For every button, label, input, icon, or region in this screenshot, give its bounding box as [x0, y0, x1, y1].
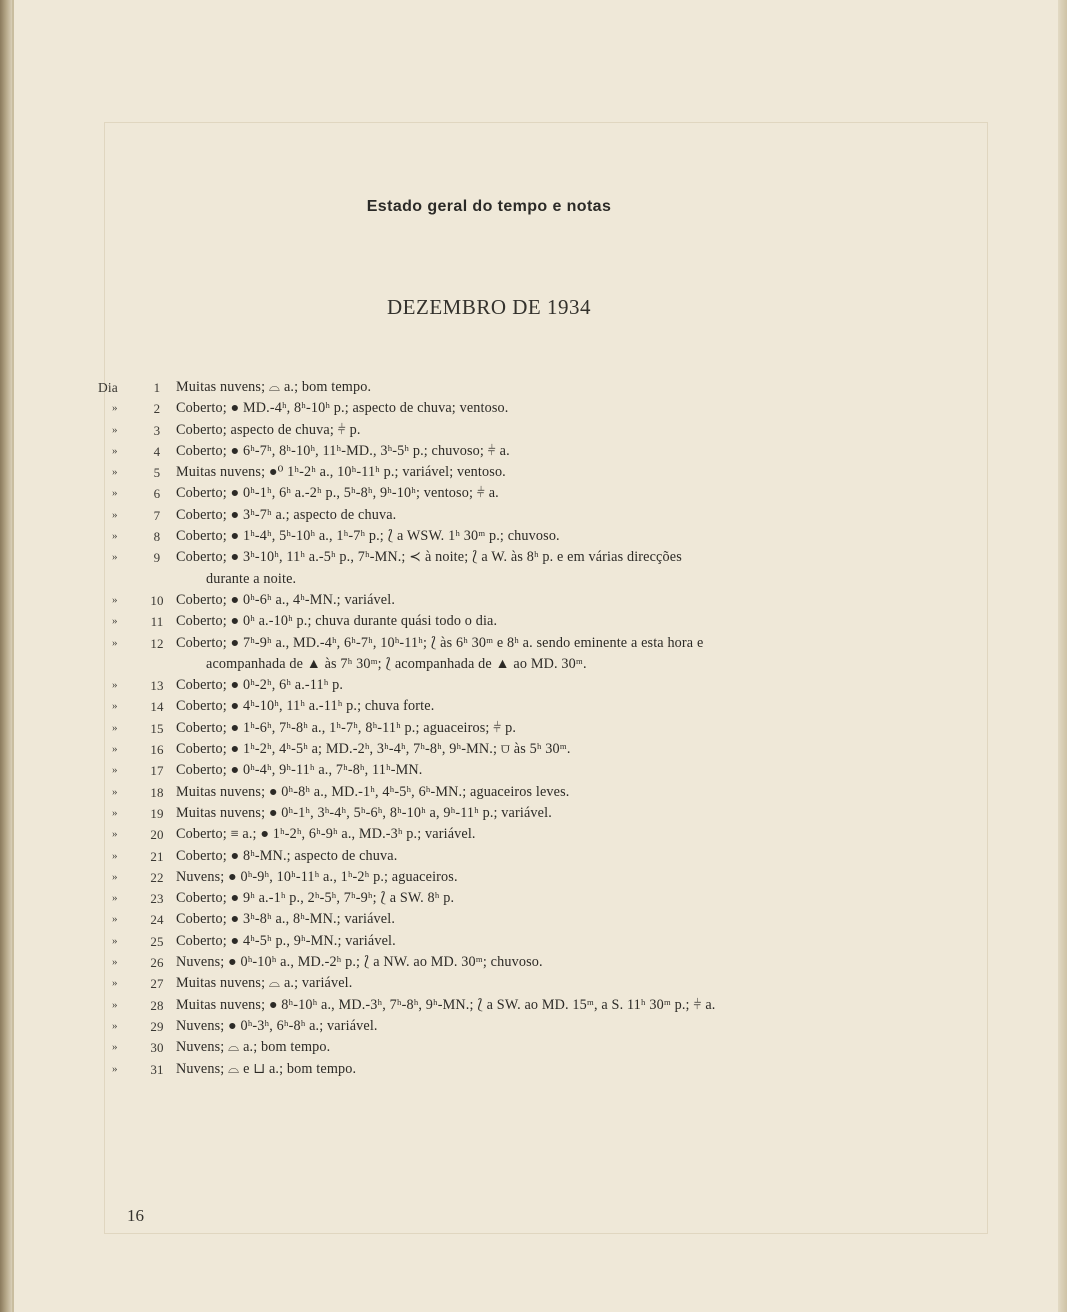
entry-text: Nuvens; ● 0ʰ-3ʰ, 6ʰ-8ʰ a.; variável.	[176, 1017, 378, 1034]
entry-text-block	[176, 973, 888, 994]
weather-entry	[98, 1016, 888, 1037]
day-number: 1	[153, 380, 161, 395]
entry-text: Coberto; ● 8ʰ-MN.; aspecto de chuva.	[176, 847, 398, 864]
weather-entry	[98, 547, 888, 590]
entry-text: Nuvens; ⌓ e ⊔ a.; bom tempo.	[176, 1060, 357, 1077]
weather-entry	[98, 441, 888, 462]
weather-entry	[98, 824, 888, 845]
entry-text: Coberto; ● 3ʰ-8ʰ a., 8ʰ-MN.; variável.	[176, 911, 396, 928]
day-number: 29	[150, 1018, 164, 1034]
ditto-mark: »	[112, 615, 118, 628]
entry-text: Coberto; ● 3ʰ-7ʰ a.; aspecto de chuva.	[176, 506, 397, 523]
entry-text-block	[176, 483, 888, 504]
day-number: 22	[150, 869, 164, 885]
entry-text: Muitas nuvens; ⌓ a.; bom tempo.	[176, 379, 372, 395]
ditto-mark: »	[112, 977, 118, 990]
ditto-mark: »	[112, 402, 118, 415]
ditto-mark: »	[112, 849, 118, 862]
entry-text-block	[176, 675, 888, 696]
weather-entry	[98, 505, 888, 526]
ditto-mark: »	[112, 785, 118, 798]
entry-text: Muitas nuvens; ● 0ʰ-1ʰ, 3ʰ-4ʰ, 5ʰ-6ʰ, 8ʰ-10ʰ a, 9ʰ-11ʰ p.; variável.	[176, 804, 552, 821]
entry-text-block	[176, 505, 888, 526]
weather-entry	[98, 803, 888, 824]
entry-text: Coberto; ● 4ʰ-10ʰ, 11ʰ a.-11ʰ p.; chuva forte.	[176, 698, 435, 715]
entry-text-block	[176, 633, 888, 676]
weather-entry	[98, 1037, 888, 1058]
weather-entry	[98, 931, 888, 952]
day-number: 27	[150, 976, 164, 992]
day-number: 31	[150, 1061, 164, 1077]
entry-text-block	[176, 1037, 888, 1058]
day-number: 24	[150, 912, 164, 928]
entry-text-block	[176, 739, 888, 760]
weather-entry	[98, 995, 888, 1016]
day-number: 15	[150, 720, 164, 736]
entry-text: Coberto; ● 3ʰ-10ʰ, 11ʰ a.-5ʰ p., 7ʰ-MN.; ≺ à noite; ⟅ a W. às 8ʰ p. e em várias direcções	[176, 549, 682, 566]
entry-text: Coberto; ● 0ʰ-2ʰ, 6ʰ a.-11ʰ p.	[176, 677, 344, 694]
weather-entry	[98, 782, 888, 803]
entry-text: Coberto; ● 0ʰ-6ʰ a., 4ʰ-MN.; variável.	[176, 591, 396, 608]
weather-entry	[98, 888, 888, 909]
month-title: DEZEMBRO DE 1934	[387, 295, 591, 319]
entry-text: Coberto; ● 1ʰ-4ʰ, 5ʰ-10ʰ a., 1ʰ-7ʰ p.; ⟅ a WSW. 1ʰ 30ᵐ p.; chuvoso.	[176, 528, 560, 545]
entry-text-block	[176, 398, 888, 419]
day-number: 28	[150, 997, 164, 1013]
weather-entry	[98, 590, 888, 611]
weather-entries-list	[98, 377, 888, 1080]
ditto-mark: »	[112, 721, 118, 734]
weather-entry	[98, 973, 888, 994]
entry-text-block	[176, 782, 888, 803]
ditto-mark: »	[112, 892, 118, 905]
weather-entry	[98, 398, 888, 419]
entry-text-continuation: durante a noite.	[206, 570, 297, 587]
weather-entry	[98, 420, 888, 441]
day-number: 13	[150, 678, 164, 694]
ditto-mark: »	[112, 700, 118, 713]
day-number: 30	[150, 1040, 164, 1056]
ditto-mark: »	[112, 444, 118, 457]
section-heading: Estado geral do tempo e notas	[366, 198, 612, 215]
weather-entry	[98, 718, 888, 739]
entry-text: Coberto; ● 0ʰ-4ʰ, 9ʰ-11ʰ a., 7ʰ-8ʰ, 11ʰ-MN.	[176, 762, 423, 779]
ditto-mark: »	[112, 1062, 118, 1075]
entry-text-block	[176, 462, 888, 483]
entry-text-block	[176, 590, 888, 611]
entry-text-block	[176, 803, 888, 824]
entry-text: Coberto; ● 1ʰ-6ʰ, 7ʰ-8ʰ a., 1ʰ-7ʰ, 8ʰ-11ʰ p.; aguaceiros; ⫩ p.	[176, 719, 517, 736]
ditto-mark: »	[112, 764, 118, 777]
day-number: 12	[150, 635, 164, 651]
day-number: 17	[150, 763, 164, 779]
ditto-mark: »	[112, 913, 118, 926]
day-number: 21	[150, 848, 164, 864]
entry-text: Coberto; ≡ a.; ● 1ʰ-2ʰ, 6ʰ-9ʰ a., MD.-3ʰ p.; variável.	[176, 826, 476, 843]
ditto-mark: »	[112, 679, 118, 692]
day-number: 2	[153, 401, 161, 417]
entry-text-block	[176, 547, 888, 590]
day-number: 5	[153, 465, 161, 481]
entry-text-block	[176, 931, 888, 952]
entry-text: Coberto; ● 0ʰ-1ʰ, 6ʰ a.-2ʰ p., 5ʰ-8ʰ, 9ʰ-10ʰ; ventoso; ⫩ a.	[176, 485, 499, 502]
day-number: 3	[153, 422, 161, 438]
day-number: 11	[150, 614, 164, 630]
entry-text: Nuvens; ● 0ʰ-9ʰ, 10ʰ-11ʰ a., 1ʰ-2ʰ p.; aguaceiros.	[176, 868, 458, 885]
entry-text-block	[176, 420, 888, 441]
entry-text-block	[176, 888, 888, 909]
ditto-mark: »	[112, 530, 118, 543]
entry-text: Muitas nuvens; ●⁰ 1ʰ-2ʰ a., 10ʰ-11ʰ p.; variável; ventoso.	[176, 464, 506, 481]
entry-text-block	[176, 952, 888, 973]
ditto-mark: »	[112, 423, 118, 436]
weather-entry	[98, 633, 888, 676]
entry-text: Coberto; ● 1ʰ-2ʰ, 4ʰ-5ʰ a; MD.-2ʰ, 3ʰ-4ʰ, 7ʰ-8ʰ, 9ʰ-MN.; ⩌ às 5ʰ 30ᵐ.	[176, 741, 571, 758]
weather-entry	[98, 462, 888, 483]
entry-text: Muitas nuvens; ⌓ a.; variável.	[176, 975, 353, 992]
day-number: 7	[153, 507, 161, 523]
ditto-mark: »	[112, 636, 118, 649]
entry-text-block	[176, 1016, 888, 1037]
ditto-mark: »	[112, 466, 118, 479]
day-number: 26	[150, 955, 164, 971]
ditto-mark: »	[112, 508, 118, 521]
weather-entry	[98, 739, 888, 760]
entry-text-block	[176, 696, 888, 717]
entry-text: Coberto; ● 9ʰ a.-1ʰ p., 2ʰ-5ʰ, 7ʰ-9ʰ; ⟅ a SW. 8ʰ p.	[176, 890, 455, 907]
day-number: 9	[153, 550, 161, 566]
entry-text-block	[176, 824, 888, 845]
page-number: 16	[127, 1206, 144, 1225]
ditto-mark: »	[112, 934, 118, 947]
ditto-mark: »	[112, 487, 118, 500]
day-number: 19	[150, 805, 164, 821]
entry-text: Coberto; aspecto de chuva; ⫩ p.	[176, 421, 361, 438]
ditto-mark: »	[112, 551, 118, 564]
weather-entry	[98, 611, 888, 632]
book-binding	[0, 0, 12, 1312]
day-number: 23	[150, 891, 164, 907]
entry-text-block	[176, 1059, 888, 1080]
page-edge	[1058, 0, 1067, 1312]
day-number: 6	[153, 486, 161, 502]
entry-text-continuation: acompanhada de ▲ às 7ʰ 30ᵐ; ⟅ acompanhada de ▲ ao MD. 30ᵐ.	[206, 655, 587, 672]
entry-text: Coberto; ● 6ʰ-7ʰ, 8ʰ-10ʰ, 11ʰ-MD., 3ʰ-5ʰ p.; chuvoso; ⫩ a.	[176, 442, 510, 459]
ditto-mark: »	[112, 743, 118, 756]
day-number: 4	[153, 443, 161, 459]
day-number: 20	[150, 827, 164, 843]
entry-text: Coberto; ● 4ʰ-5ʰ p., 9ʰ-MN.; variável.	[176, 932, 396, 949]
ditto-mark: »	[112, 593, 118, 606]
entry-text-block	[176, 867, 888, 888]
ditto-mark: »	[112, 828, 118, 841]
binding-shadow	[12, 0, 14, 1312]
weather-entry	[98, 846, 888, 867]
entry-text-block	[176, 909, 888, 930]
entry-text: Nuvens; ⌓ a.; bom tempo.	[176, 1039, 331, 1056]
ditto-mark: »	[112, 870, 118, 883]
weather-entry	[98, 377, 888, 398]
day-number: 8	[153, 529, 161, 545]
ditto-mark: »	[112, 1041, 118, 1054]
entry-text-block	[176, 760, 888, 781]
entry-text-block	[176, 611, 888, 632]
day-number: 25	[150, 933, 164, 949]
weather-entry	[98, 696, 888, 717]
weather-entry	[98, 675, 888, 696]
weather-entry	[98, 760, 888, 781]
dia-label: Dia	[98, 380, 118, 395]
ditto-mark: »	[112, 806, 118, 819]
weather-entry	[98, 1059, 888, 1080]
ditto-mark: »	[112, 998, 118, 1011]
ditto-mark: »	[112, 1019, 118, 1032]
entry-text-block	[176, 846, 888, 867]
weather-entry	[98, 526, 888, 547]
day-number: 10	[150, 592, 164, 608]
entry-text-block	[176, 441, 888, 462]
weather-entry	[98, 909, 888, 930]
weather-entry	[98, 483, 888, 504]
entry-text: Nuvens; ● 0ʰ-10ʰ a., MD.-2ʰ p.; ⟅ a NW. ao MD. 30ᵐ; chuvoso.	[176, 954, 543, 971]
day-number: 16	[150, 742, 164, 758]
entry-text: Coberto; ● 0ʰ a.-10ʰ p.; chuva durante quási todo o dia.	[176, 613, 498, 630]
day-number: 18	[150, 784, 164, 800]
entry-text: Coberto; ● 7ʰ-9ʰ a., MD.-4ʰ, 6ʰ-7ʰ, 10ʰ-11ʰ; ⟅ às 6ʰ 30ᵐ e 8ʰ a. sendo eminente a esta hora e	[176, 634, 704, 651]
entry-text: Coberto; ● MD.-4ʰ, 8ʰ-10ʰ p.; aspecto de chuva; ventoso.	[176, 400, 509, 417]
entry-text-block	[176, 718, 888, 739]
entry-text: Muitas nuvens; ● 0ʰ-8ʰ a., MD.-1ʰ, 4ʰ-5ʰ, 6ʰ-MN.; aguaceiros leves.	[176, 783, 570, 800]
entry-text-block	[176, 995, 888, 1016]
entry-text: Muitas nuvens; ● 8ʰ-10ʰ a., MD.-3ʰ, 7ʰ-8ʰ, 9ʰ-MN.; ⟅ a SW. ao MD. 15ᵐ, a S. 11ʰ 30ᵐ p.; ⫩ a.	[176, 996, 716, 1013]
entry-text-block	[176, 377, 888, 398]
entry-text-block	[176, 526, 888, 547]
day-number: 14	[150, 699, 164, 715]
ditto-mark: »	[112, 956, 118, 969]
weather-entry	[98, 867, 888, 888]
weather-entry	[98, 952, 888, 973]
